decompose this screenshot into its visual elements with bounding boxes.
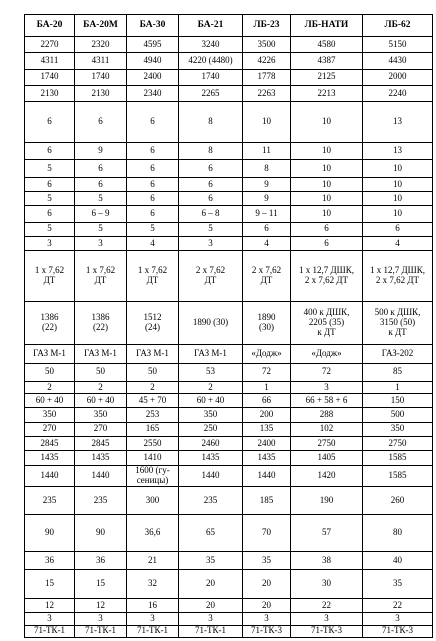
table-cell: 5150 xyxy=(363,37,433,53)
table-cell: 5 xyxy=(75,222,127,236)
table-cell: 60 + 40 xyxy=(179,394,243,408)
table-cell: 400 к ДШК, 2205 (35) к ДТ xyxy=(291,302,363,345)
table-row xyxy=(25,422,433,436)
table-cell: ГАЗ-202 xyxy=(363,345,433,363)
table-cell: 1420 xyxy=(291,465,363,486)
table-cell: 350 xyxy=(179,408,243,422)
table-cell: 185 xyxy=(243,486,291,515)
table-cell: 3 xyxy=(25,613,75,625)
table-row xyxy=(25,408,433,422)
table-row xyxy=(25,345,433,363)
table-row xyxy=(25,69,433,85)
table-cell: 2130 xyxy=(75,85,127,101)
table-cell: ГАЗ М-1 xyxy=(75,345,127,363)
table-cell: 3 xyxy=(291,381,363,393)
table-cell: 2 xyxy=(179,381,243,393)
table-cell: 5 xyxy=(25,222,75,236)
table-cell: 11 xyxy=(243,143,291,160)
table-cell: 1 x 7,62 ДТ xyxy=(127,251,179,302)
table-row xyxy=(25,381,433,393)
table-row xyxy=(25,598,433,612)
table-cell: 6 xyxy=(179,177,243,191)
table-cell: 260 xyxy=(363,486,433,515)
table-cell: 57 xyxy=(291,515,363,552)
table-cell: 85 xyxy=(363,363,433,381)
table-row xyxy=(25,394,433,408)
table-cell: 60 + 40 xyxy=(25,394,75,408)
table-cell: ГАЗ М-1 xyxy=(179,345,243,363)
table-cell: 1585 xyxy=(363,465,433,486)
table-cell: 4430 xyxy=(363,53,433,69)
table-cell: 36 xyxy=(25,552,75,570)
table-cell: 71-ТК-1 xyxy=(75,625,127,638)
table-cell: 3 xyxy=(291,613,363,625)
table-cell: 1435 xyxy=(243,451,291,465)
table-cell: 2750 xyxy=(291,436,363,450)
table-cell: 66 xyxy=(243,394,291,408)
table-cell: 253 xyxy=(127,408,179,422)
table-cell: 2 x 7,62 ДТ xyxy=(243,251,291,302)
table-cell: 2400 xyxy=(127,69,179,85)
table-cell: 40 xyxy=(363,552,433,570)
table-cell: 1435 xyxy=(25,451,75,465)
table-cell: 1740 xyxy=(25,69,75,85)
table-cell: 4 xyxy=(127,237,179,251)
table-cell: 10 xyxy=(291,177,363,191)
header-row xyxy=(25,15,433,37)
table-row xyxy=(25,53,433,69)
table-cell: 3 xyxy=(363,613,433,625)
table-cell: 60 + 40 xyxy=(75,394,127,408)
table-cell: 2750 xyxy=(363,436,433,450)
table-cell: 4387 xyxy=(291,53,363,69)
table-row xyxy=(25,206,433,222)
table-cell: 2845 xyxy=(75,436,127,450)
table-cell: 1740 xyxy=(179,69,243,85)
table-cell: 2320 xyxy=(75,37,127,53)
table-cell: «Додж» xyxy=(291,345,363,363)
table-cell: 50 xyxy=(25,363,75,381)
table-cell: 135 xyxy=(243,422,291,436)
table-cell: 10 xyxy=(291,143,363,160)
table-cell: 1890 (30) xyxy=(243,302,291,345)
table-cell: 2 xyxy=(25,381,75,393)
table-cell: 350 xyxy=(75,408,127,422)
table-cell: 5 xyxy=(25,160,75,177)
table-cell: 250 xyxy=(179,422,243,436)
table-cell: 8 xyxy=(179,143,243,160)
table-cell: 71-ТК-3 xyxy=(363,625,433,638)
table-cell: 13 xyxy=(363,143,433,160)
table-cell: 6 xyxy=(291,222,363,236)
table-cell: 6 xyxy=(75,177,127,191)
table-cell: 6 xyxy=(291,237,363,251)
table-cell: 2240 xyxy=(363,85,433,101)
table-cell: 2263 xyxy=(243,85,291,101)
table-cell: 3 xyxy=(25,237,75,251)
table-cell: 6 xyxy=(363,222,433,236)
table-row xyxy=(25,436,433,450)
table-cell: 53 xyxy=(179,363,243,381)
table-cell: 6 xyxy=(127,206,179,222)
table-cell: 2550 xyxy=(127,436,179,450)
column-header: ЛБ-23 xyxy=(243,15,291,37)
column-header: БА-30 xyxy=(127,15,179,37)
table-cell: 8 xyxy=(243,160,291,177)
table-cell: 2130 xyxy=(25,85,75,101)
table-cell: 2 xyxy=(75,381,127,393)
table-cell: 1 x 12,7 ДШК, 2 x 7,62 ДТ xyxy=(363,251,433,302)
table-cell: 20 xyxy=(179,570,243,599)
table-cell: 2460 xyxy=(179,436,243,450)
table-cell: 35 xyxy=(179,552,243,570)
table-cell: 38 xyxy=(291,552,363,570)
table-cell: 71-ТК-1 xyxy=(127,625,179,638)
table-cell: 71-ТК-3 xyxy=(243,625,291,638)
table-cell: 3 xyxy=(127,613,179,625)
table-cell: 270 xyxy=(25,422,75,436)
table-cell: 1405 xyxy=(291,451,363,465)
table-cell: 6 xyxy=(127,160,179,177)
table-cell: 4580 xyxy=(291,37,363,53)
column-header: ЛБ-62 xyxy=(363,15,433,37)
table-cell: 66 + 58 + 6 xyxy=(291,394,363,408)
table-cell: 2845 xyxy=(25,436,75,450)
table-cell: 1890 (30) xyxy=(179,302,243,345)
table-cell: ГАЗ М-1 xyxy=(127,345,179,363)
table-row xyxy=(25,515,433,552)
table-cell: 2265 xyxy=(179,85,243,101)
table-cell: 71-ТК-3 xyxy=(291,625,363,638)
table-cell: 10 xyxy=(363,192,433,206)
table-cell: 90 xyxy=(25,515,75,552)
table-cell: 3 xyxy=(179,613,243,625)
table-cell: 71-ТК-1 xyxy=(179,625,243,638)
column-header: БА-20М xyxy=(75,15,127,37)
table-cell: 21 xyxy=(127,552,179,570)
table-cell: 72 xyxy=(291,363,363,381)
table-cell: 15 xyxy=(25,570,75,599)
table-cell: 6 xyxy=(179,160,243,177)
table-row xyxy=(25,237,433,251)
table-cell: 1740 xyxy=(75,69,127,85)
table-row xyxy=(25,192,433,206)
table-cell: 9 xyxy=(243,177,291,191)
table-cell: 5 xyxy=(127,222,179,236)
column-header: БА-21 xyxy=(179,15,243,37)
table-cell: 4311 xyxy=(25,53,75,69)
table-row xyxy=(25,143,433,160)
spec-table xyxy=(24,14,433,638)
table-cell: 6 xyxy=(127,143,179,160)
table-cell: 6 xyxy=(75,102,127,143)
table-cell: 30 xyxy=(291,570,363,599)
table-cell: 1 xyxy=(363,381,433,393)
table-cell: 10 xyxy=(291,102,363,143)
table-cell: 20 xyxy=(243,570,291,599)
table-row xyxy=(25,451,433,465)
table-row xyxy=(25,160,433,177)
table-cell: 1778 xyxy=(243,69,291,85)
table-cell: 6 xyxy=(243,222,291,236)
table-cell: 5 xyxy=(25,192,75,206)
table-cell: 65 xyxy=(179,515,243,552)
table-cell: 2270 xyxy=(25,37,75,53)
table-cell: 5 xyxy=(179,222,243,236)
table-cell: 22 xyxy=(291,598,363,612)
table-cell: 22 xyxy=(363,598,433,612)
table-row xyxy=(25,625,433,638)
table-cell: 500 к ДШК, 3150 (50) к ДТ xyxy=(363,302,433,345)
table-cell: 2213 xyxy=(291,85,363,101)
table-row xyxy=(25,177,433,191)
table-cell: 1435 xyxy=(75,451,127,465)
table-cell: 1 x 7,62 ДТ xyxy=(75,251,127,302)
table-cell: 6 xyxy=(127,102,179,143)
table-cell: 35 xyxy=(363,570,433,599)
table-cell: 6 – 9 xyxy=(75,206,127,222)
table-cell: 6 xyxy=(127,192,179,206)
table-cell: 2000 xyxy=(363,69,433,85)
table-cell: 1440 xyxy=(75,465,127,486)
table-cell: 2400 xyxy=(243,436,291,450)
column-header: БА-20 xyxy=(25,15,75,37)
table-body xyxy=(25,37,433,638)
table-cell: 10 xyxy=(363,160,433,177)
table-cell: 6 – 8 xyxy=(179,206,243,222)
table-row xyxy=(25,85,433,101)
table-cell: 102 xyxy=(291,422,363,436)
table-cell: 50 xyxy=(75,363,127,381)
table-cell: 1386 (22) xyxy=(25,302,75,345)
table-cell: 235 xyxy=(75,486,127,515)
table-cell: 6 xyxy=(25,177,75,191)
table-cell: 32 xyxy=(127,570,179,599)
table-cell: 3 xyxy=(75,613,127,625)
table-cell: 16 xyxy=(127,598,179,612)
table-cell: 4311 xyxy=(75,53,127,69)
table-cell: 6 xyxy=(25,143,75,160)
table-cell: 50 xyxy=(127,363,179,381)
table-cell: 4940 xyxy=(127,53,179,69)
table-cell: 500 xyxy=(363,408,433,422)
table-cell: 6 xyxy=(25,206,75,222)
table-cell: 9 – 11 xyxy=(243,206,291,222)
table-cell: 12 xyxy=(25,598,75,612)
table-cell: 4 xyxy=(243,237,291,251)
table-cell: 1435 xyxy=(179,451,243,465)
table-cell: 6 xyxy=(75,160,127,177)
table-row xyxy=(25,302,433,345)
table-cell: 1 x 12,7 ДШК, 2 x 7,62 ДТ xyxy=(291,251,363,302)
table-cell: 10 xyxy=(291,160,363,177)
table-cell: 80 xyxy=(363,515,433,552)
table-cell: 70 xyxy=(243,515,291,552)
table-cell: 1 xyxy=(243,381,291,393)
table-cell: 2125 xyxy=(291,69,363,85)
table-cell: 2 xyxy=(127,381,179,393)
table-cell: 9 xyxy=(243,192,291,206)
table-cell: 45 + 70 xyxy=(127,394,179,408)
table-cell: 6 xyxy=(25,102,75,143)
table-cell: 190 xyxy=(291,486,363,515)
table-cell: 13 xyxy=(363,102,433,143)
table-cell: 1440 xyxy=(25,465,75,486)
table-cell: 1440 xyxy=(243,465,291,486)
table-cell: 150 xyxy=(363,394,433,408)
table-cell: 4595 xyxy=(127,37,179,53)
table-cell: 270 xyxy=(75,422,127,436)
table-cell: 4 xyxy=(363,237,433,251)
table-cell: 10 xyxy=(363,177,433,191)
table-cell: 350 xyxy=(363,422,433,436)
table-row xyxy=(25,363,433,381)
table-cell: 3240 xyxy=(179,37,243,53)
table-row xyxy=(25,102,433,143)
table-cell: 3 xyxy=(243,613,291,625)
table-cell: 5 xyxy=(75,192,127,206)
table-cell: 6 xyxy=(179,192,243,206)
table-cell: 2340 xyxy=(127,85,179,101)
table-cell: 235 xyxy=(179,486,243,515)
table-cell: 1585 xyxy=(363,451,433,465)
table-cell: 35 xyxy=(243,552,291,570)
table-cell: 71-ТК-1 xyxy=(25,625,75,638)
table-row xyxy=(25,465,433,486)
table-row xyxy=(25,552,433,570)
table-cell: 1386 (22) xyxy=(75,302,127,345)
table-cell: 36,6 xyxy=(127,515,179,552)
table-cell: 10 xyxy=(363,206,433,222)
table-cell: 2 x 7,62 ДТ xyxy=(179,251,243,302)
table-cell: ГАЗ М-1 xyxy=(25,345,75,363)
table-cell: «Додж» xyxy=(243,345,291,363)
table-row xyxy=(25,570,433,599)
column-header: ЛБ-НАТИ xyxy=(291,15,363,37)
table-cell: 9 xyxy=(75,143,127,160)
table-cell: 10 xyxy=(291,206,363,222)
table-cell: 288 xyxy=(291,408,363,422)
table-cell: 20 xyxy=(243,598,291,612)
table-cell: 4220 (4480) xyxy=(179,53,243,69)
table-row xyxy=(25,486,433,515)
table-cell: 10 xyxy=(243,102,291,143)
table-cell: 200 xyxy=(243,408,291,422)
table-cell: 90 xyxy=(75,515,127,552)
table-cell: 350 xyxy=(25,408,75,422)
table-row xyxy=(25,613,433,625)
table-cell: 8 xyxy=(179,102,243,143)
table-row xyxy=(25,37,433,53)
table-cell: 3 xyxy=(75,237,127,251)
table-cell: 36 xyxy=(75,552,127,570)
table-cell: 4226 xyxy=(243,53,291,69)
table-cell: 165 xyxy=(127,422,179,436)
table-cell: 10 xyxy=(291,192,363,206)
table-cell: 235 xyxy=(25,486,75,515)
table-cell: 300 xyxy=(127,486,179,515)
table-cell: 1410 xyxy=(127,451,179,465)
table-row xyxy=(25,251,433,302)
table-row xyxy=(25,222,433,236)
table-cell: 6 xyxy=(127,177,179,191)
table-cell: 1600 (гу- сеницы) xyxy=(127,465,179,486)
table-cell: 20 xyxy=(179,598,243,612)
table-cell: 1 x 7,62 ДТ xyxy=(25,251,75,302)
table-cell: 15 xyxy=(75,570,127,599)
table-cell: 3500 xyxy=(243,37,291,53)
table-cell: 1440 xyxy=(179,465,243,486)
table-cell: 1512 (24) xyxy=(127,302,179,345)
table-cell: 12 xyxy=(75,598,127,612)
table-cell: 3 xyxy=(179,237,243,251)
table-cell: 72 xyxy=(243,363,291,381)
